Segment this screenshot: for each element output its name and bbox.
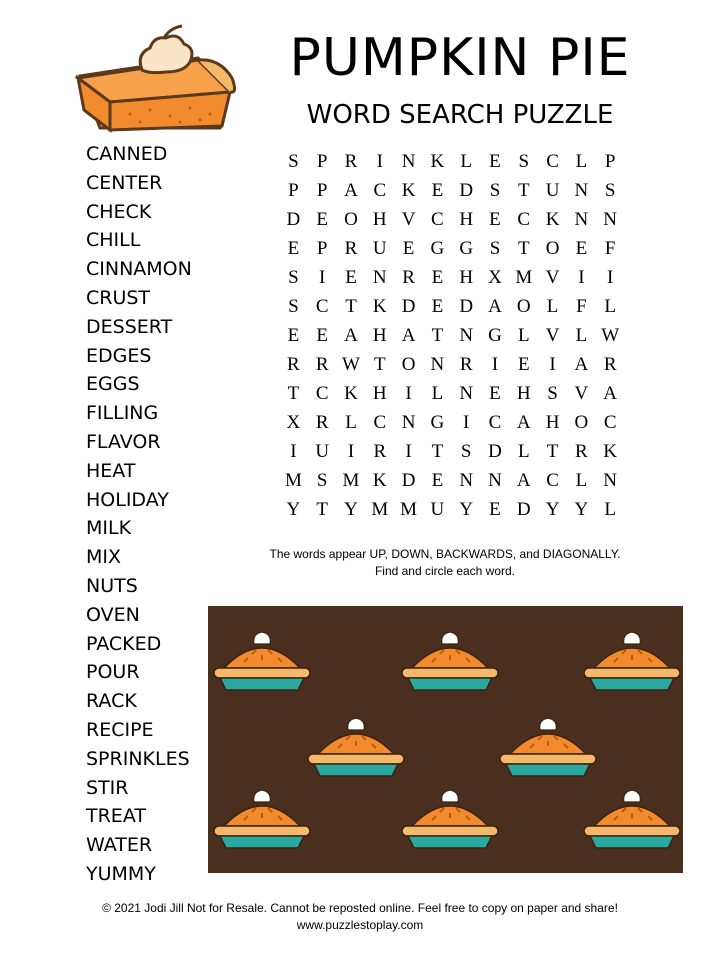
pie-slice-illustration (70, 18, 250, 138)
grid-letter: T (373, 354, 386, 375)
grid-letter: I (405, 441, 412, 462)
grid-letter: R (603, 354, 617, 375)
grid-letter: F (604, 238, 616, 259)
grid-letter: N (459, 325, 474, 346)
grid-letter: S (288, 151, 299, 172)
grid-letter: D (516, 499, 531, 520)
grid-row (279, 321, 625, 350)
word-item: YUMMY (86, 862, 156, 885)
word-item: CINNAMON (86, 258, 192, 281)
grid-letter: H (372, 209, 387, 230)
grid-letter: R (373, 441, 387, 462)
grid-letter: S (604, 180, 616, 201)
grid-letter: E (517, 354, 530, 375)
grid-letter: A (574, 354, 589, 375)
instructions-line: The words appear UP, DOWN, BACKWARDS, and DIAGONALLY. (269, 547, 621, 561)
grid-letter: R (315, 354, 329, 375)
grid-letter: O (545, 238, 560, 259)
grid-letter: E (575, 238, 588, 259)
grid-letter: E (402, 238, 415, 259)
grid-letter: I (491, 354, 499, 375)
grid-letter: H (459, 267, 474, 288)
grid-letter: L (517, 325, 530, 346)
grid-letter: F (576, 296, 587, 317)
grid-letter: L (604, 499, 616, 520)
word-item: HEAT (86, 459, 136, 482)
grid-letter: E (489, 209, 501, 230)
letter-grid (279, 147, 625, 524)
grid-letter: U (315, 441, 330, 462)
grid-letter: R (344, 238, 358, 259)
grid-letter: U (545, 180, 560, 201)
grid-letter: N (574, 180, 589, 201)
word-item: PACKED (86, 632, 162, 655)
grid-letter: C (315, 383, 329, 404)
grid-letter: Y (545, 499, 560, 520)
grid-letter: S (489, 238, 501, 259)
grid-letter: G (430, 238, 445, 259)
pie-icon (578, 624, 686, 696)
pie-icon (578, 782, 686, 854)
grid-letter: P (316, 180, 328, 201)
grid-letter: L (460, 151, 472, 172)
grid-letter: E (431, 180, 444, 201)
grid-letter: A (344, 325, 358, 346)
grid-letter: G (488, 325, 502, 346)
grid-letter: C (546, 151, 559, 172)
grid-letter: W (342, 354, 360, 375)
word-item: MIX (86, 546, 122, 569)
grid-letter: S (288, 267, 299, 288)
grid-letter: E (345, 267, 357, 288)
grid-letter: P (316, 151, 328, 172)
grid-letter: K (372, 296, 387, 317)
grid-letter: E (431, 267, 444, 288)
grid-letter: I (319, 267, 326, 288)
word-item: OVEN (86, 603, 140, 626)
grid-letter: I (290, 441, 297, 462)
grid-letter: X (286, 412, 301, 433)
word-item: CANNED (86, 143, 168, 165)
grid-letter: E (489, 499, 501, 520)
grid-letter: T (345, 296, 357, 317)
word-item: WATER (86, 834, 153, 857)
grid-letter: Y (286, 499, 301, 520)
grid-letter: L (546, 296, 559, 317)
grid-letter: M (342, 470, 360, 491)
grid-letter: G (459, 238, 474, 259)
grid-letter: N (372, 267, 387, 288)
grid-letter: E (287, 238, 300, 259)
grid-letter: M (371, 499, 389, 520)
grid-letter: K (401, 180, 416, 201)
grid-letter: C (488, 412, 502, 433)
pie-pattern-panel (208, 606, 683, 873)
grid-letter: T (287, 383, 300, 404)
grid-letter: D (488, 441, 502, 462)
grid-letter: Y (459, 499, 474, 520)
grid-letter: K (372, 470, 387, 491)
grid-letter: R (402, 267, 415, 288)
pie-icon (494, 710, 602, 782)
grid-row (279, 408, 625, 437)
grid-letter: C (373, 412, 387, 433)
grid-letter: T (316, 499, 328, 520)
grid-letter: V (545, 267, 560, 288)
grid-letter: E (316, 325, 328, 346)
grid-letter: M (284, 470, 302, 491)
grid-row (279, 263, 625, 292)
grid-letter: R (344, 151, 358, 172)
grid-letter: U (372, 238, 387, 259)
grid-letter: E (431, 296, 444, 317)
grid-letter: R (459, 354, 473, 375)
grid-letter: C (373, 180, 387, 201)
word-list (86, 140, 192, 889)
grid-letter: S (316, 470, 328, 491)
pie-icon (396, 782, 504, 854)
grid-letter: A (401, 325, 416, 346)
grid-letter: D (401, 470, 416, 491)
grid-letter: Y (344, 499, 358, 520)
copyright-notice: © 2021 Jodi Jill Not for Resale. Cannot be reposted online. Feel free to copy on paper and share! (102, 901, 618, 915)
word-item: CHILL (86, 229, 141, 252)
grid-letter: O (401, 354, 416, 375)
grid-row (279, 147, 625, 176)
grid-letter: T (517, 238, 530, 259)
grid-letter: O (574, 412, 589, 433)
grid-letter: O (516, 296, 531, 317)
word-item: CENTER (86, 171, 163, 194)
grid-letter: L (575, 151, 588, 172)
pie-icon (396, 624, 504, 696)
word-item: TREAT (86, 805, 146, 828)
grid-letter: C (431, 209, 444, 230)
grid-letter: A (516, 470, 531, 491)
grid-letter: H (545, 412, 560, 433)
grid-letter: O (344, 209, 358, 230)
grid-letter: N (603, 470, 618, 491)
word-item: EGGS (86, 373, 140, 396)
grid-row (279, 350, 625, 379)
grid-letter: H (372, 325, 387, 346)
grid-letter: C (546, 470, 559, 491)
grid-letter: E (489, 151, 501, 172)
grid-letter: C (603, 412, 617, 433)
pie-icon (302, 710, 410, 782)
word-item: CHECK (86, 200, 152, 223)
pie-icon (208, 624, 316, 696)
grid-letter: V (401, 209, 416, 230)
grid-letter: L (345, 412, 357, 433)
grid-letter: A (603, 383, 618, 404)
word-item: NUTS (86, 574, 138, 597)
grid-letter: G (430, 412, 445, 433)
grid-row (279, 234, 625, 263)
grid-letter: N (459, 383, 474, 404)
grid-letter: I (578, 267, 585, 288)
word-item: RECIPE (86, 718, 154, 741)
word-item: EDGES (86, 344, 152, 367)
grid-letter: S (460, 441, 472, 462)
grid-letter: R (315, 412, 329, 433)
grid-letter: L (575, 470, 588, 491)
word-item: STIR (86, 776, 129, 799)
grid-letter: H (516, 383, 531, 404)
grid-letter: E (431, 470, 444, 491)
grid-letter: L (604, 296, 616, 317)
grid-letter: T (431, 325, 444, 346)
grid-letter: Y (574, 499, 589, 520)
grid-letter: R (287, 354, 300, 375)
word-item: FILLING (86, 402, 159, 425)
grid-letter: P (604, 151, 616, 172)
grid-row (279, 176, 625, 205)
grid-letter: K (603, 441, 618, 462)
grid-letter: I (463, 412, 470, 433)
page-subtitle: WORD SEARCH PUZZLE (306, 100, 614, 130)
grid-letter: N (574, 209, 589, 230)
grid-letter: N (603, 209, 618, 230)
grid-letter: V (545, 325, 560, 346)
grid-letter: U (430, 499, 445, 520)
grid-letter: I (405, 383, 412, 404)
page-title: PUMPKIN PIE (289, 28, 631, 88)
grid-letter: N (430, 354, 445, 375)
grid-letter: V (574, 383, 589, 404)
grid-letter: A (516, 412, 531, 433)
grid-letter: D (401, 296, 416, 317)
word-item: SPRINKLES (86, 747, 190, 770)
grid-letter: D (286, 209, 301, 230)
pie-icon (208, 782, 316, 854)
grid-letter: S (518, 151, 530, 172)
instructions (240, 546, 650, 580)
grid-letter: I (549, 354, 556, 375)
grid-row (279, 379, 625, 408)
grid-letter: T (517, 180, 530, 201)
grid-letter: P (288, 180, 299, 201)
grid-row (279, 292, 625, 321)
grid-letter: A (488, 296, 502, 317)
grid-letter: K (545, 209, 560, 230)
grid-letter: K (430, 151, 445, 172)
grid-letter: S (288, 296, 299, 317)
website-url: www.puzzlestoplay.com (296, 918, 424, 932)
grid-letter: H (459, 209, 474, 230)
grid-row (279, 495, 625, 524)
grid-letter: C (315, 296, 329, 317)
grid-letter: I (347, 441, 355, 462)
grid-letter: W (601, 325, 620, 346)
grid-letter: D (459, 180, 474, 201)
grid-letter: I (607, 267, 614, 288)
word-item: DESSERT (86, 315, 173, 338)
word-item: MILK (86, 517, 132, 540)
grid-letter: K (344, 383, 358, 404)
grid-letter: T (546, 441, 559, 462)
instructions-line: Find and circle each word. (374, 564, 516, 578)
grid-letter: L (517, 441, 530, 462)
grid-letter: T (431, 441, 444, 462)
grid-letter: M (400, 499, 418, 520)
grid-letter: N (488, 470, 502, 491)
word-item: CRUST (86, 286, 151, 309)
grid-letter: I (376, 151, 383, 172)
footer (0, 900, 720, 934)
grid-letter: E (489, 383, 501, 404)
grid-letter: N (459, 470, 474, 491)
grid-letter: A (344, 180, 358, 201)
grid-letter: S (489, 180, 501, 201)
word-item: FLAVOR (86, 430, 161, 453)
grid-row (279, 466, 625, 495)
grid-letter: N (401, 151, 416, 172)
grid-letter: C (517, 209, 531, 230)
grid-letter: L (431, 383, 444, 404)
grid-letter: P (316, 238, 328, 259)
word-item: HOLIDAY (86, 488, 169, 511)
grid-letter: H (372, 383, 387, 404)
grid-letter: N (401, 412, 416, 433)
word-item: POUR (86, 661, 140, 684)
grid-letter: D (459, 296, 474, 317)
grid-letter: X (488, 267, 502, 288)
grid-letter: L (575, 325, 588, 346)
word-item: RACK (86, 690, 137, 713)
grid-row (279, 205, 625, 234)
grid-letter: E (316, 209, 328, 230)
grid-letter: R (575, 441, 588, 462)
grid-letter: S (547, 383, 558, 404)
grid-letter: M (515, 267, 533, 288)
grid-letter: E (287, 325, 300, 346)
grid-row (279, 437, 625, 466)
